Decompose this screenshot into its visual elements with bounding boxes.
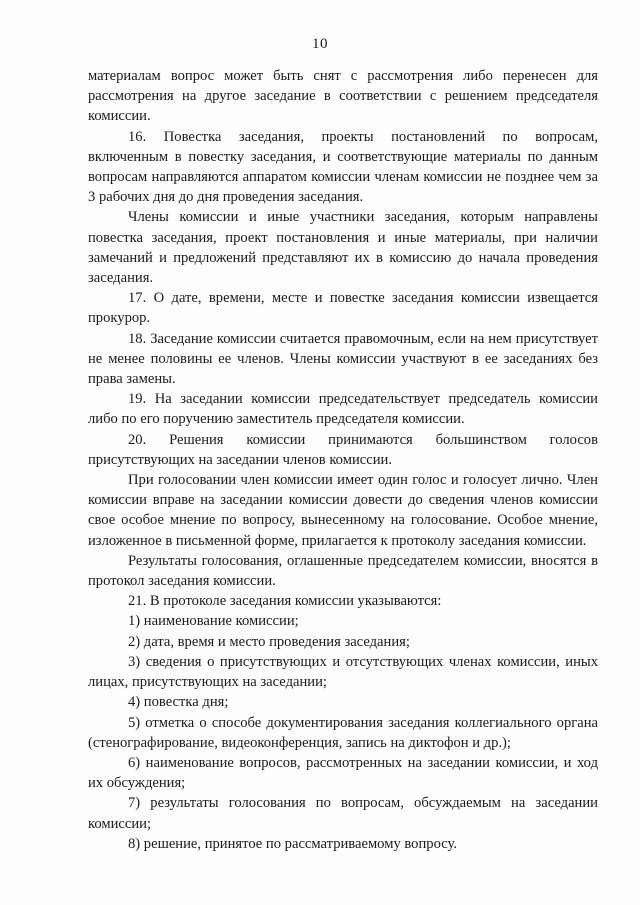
paragraph-item-17: 17. О дате, времени, месте и повестке заседания комиссии извещается прокурор. [88,290,598,327]
paragraph-continuation: материалам вопрос может быть снят с рассмотрения либо перенесен для рассмотрения на другое заседание в соответствии с решением председателя комиссии. [88,68,598,125]
page-number: 10 [312,36,328,52]
document-body [88,66,598,854]
list-item-1: 1) наименование комиссии; [128,613,299,630]
list-item-4: 4) повестка дня; [128,694,229,711]
list-item-5: 5) отметка о способе документирования заседания коллегиального органа (стенографирование, видеоконференция, запись на диктофон и др.); [88,714,598,751]
list-item-8: 8) решение, принятое по рассматриваемому вопросу. [128,835,458,852]
paragraph-voting: При голосовании член комиссии имеет один голос и голосует лично. Член комиссии вправе на заседании комиссии довести до сведения членов комиссии свое особое мнение по вопросу, вынесенному на голосование. Особое мнение, изложенное в письменной форме, прилагается к протоколу заседания комиссии. [88,472,598,549]
paragraph-item-20: 20. Решения комиссии принимаются большинством голосов присутствующих на заседании членов комиссии. [88,431,598,468]
paragraph-voting-results: Результаты голосования, оглашенные председателем комиссии, вносятся в протокол заседания комиссии. [88,552,598,590]
list-item-2: 2) дата, время и место проведения заседания; [128,633,410,650]
list-item-7: 7) результаты голосования по вопросам, обсуждаемым на заседании комиссии; [88,795,598,832]
list-item-3: 3) сведения о присутствующих и отсутствующих членах комиссии, иных лицах, присутствующих на заседании; [88,653,598,691]
paragraph-item-18: 18. Заседание комиссии считается правомочным, если на нем присутствует не менее половины ее членов. Члены комиссии участвуют в ее заседаниях без права замены. [88,330,598,388]
paragraph-item-16: 16. Повестка заседания, проекты постановлений по вопросам, включенным в повестку заседания, и соответствующие материалы по данным вопросам направляются аппаратом комиссии членам комиссии не позднее чем за 3 рабочих дня до дня проведения заседания. [88,128,598,206]
paragraph-members-materials: Члены комиссии и иные участники заседания, которым направлены повестка заседания, проект постановления и иные материалы, при наличии замечаний и предложений представляют их в комиссию до начала проведения заседания. [88,209,598,287]
paragraph-item-21: 21. В протоколе заседания комиссии указываются: [128,593,442,610]
paragraph-item-19: 19. На заседании комиссии председательствует председатель комиссии либо по его поручению заместитель председателя комиссии. [88,391,598,428]
list-item-6: 6) наименование вопросов, рассмотренных на заседании комиссии, и ход их обсуждения; [88,754,598,792]
